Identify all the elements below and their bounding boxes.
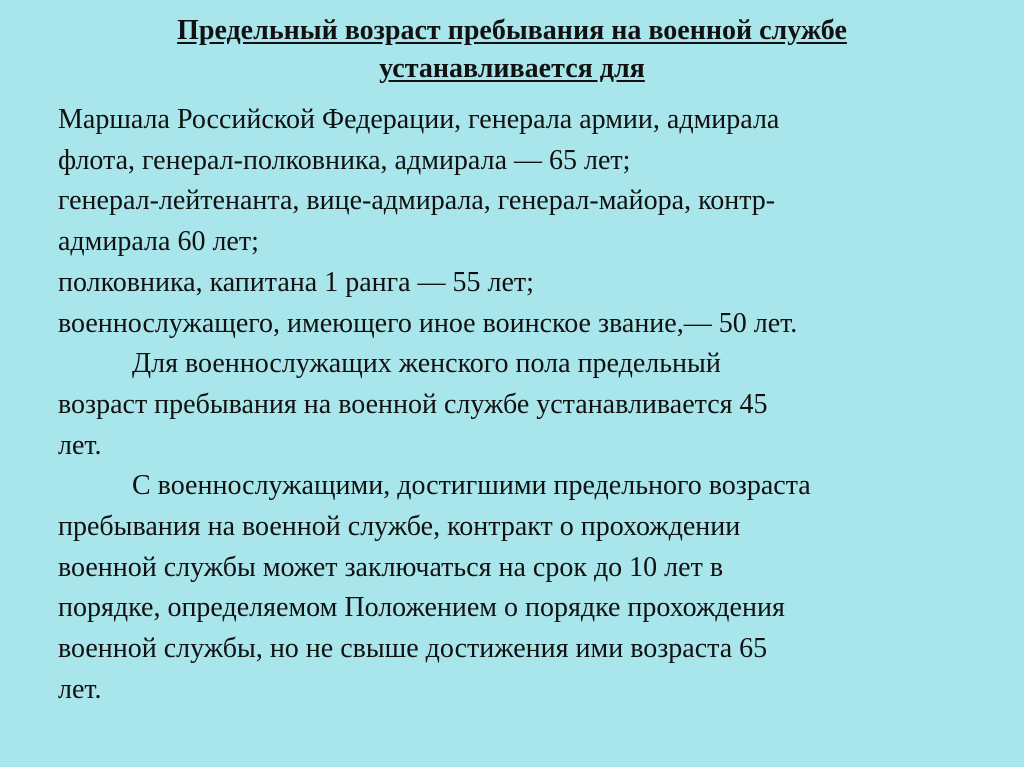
women-line: Для военнослужащих женского пола предельный bbox=[132, 348, 721, 380]
slide-title-line-1: Предельный возраст пребывания на военной службе bbox=[177, 15, 847, 46]
slide-title bbox=[80, 12, 944, 88]
contract-line: С военнослужащими, достигшими предельного возраста bbox=[132, 470, 811, 502]
ranks-line: флота, генерал-полковника, адмирала — 65 лет; bbox=[58, 144, 631, 176]
slide-body bbox=[58, 100, 978, 711]
ranks-line: адмирала 60 лет; bbox=[58, 226, 259, 258]
contract-line: лет. bbox=[58, 673, 102, 705]
contract-line: пребывания на военной службе, контракт о прохождении bbox=[58, 511, 741, 543]
women-paragraph bbox=[58, 344, 978, 466]
ranks-line: Маршала Российской Федерации, генерала армии, адмирала bbox=[58, 104, 780, 135]
contract-line: военной службы, но не свыше достижения ими возраста 65 bbox=[58, 633, 768, 665]
contract-paragraph bbox=[58, 466, 978, 710]
slide-title-line-2: устанавливается для bbox=[379, 53, 645, 84]
women-line: лет. bbox=[58, 429, 102, 461]
ranks-line: военнослужащего, имеющего иное воинское звание,— 50 лет. bbox=[58, 307, 798, 339]
ranks-line: полковника, капитана 1 ранга — 55 лет; bbox=[58, 266, 534, 298]
ranks-paragraph bbox=[58, 100, 978, 344]
women-line: возраст пребывания на военной службе устанавливается 45 bbox=[58, 388, 768, 420]
ranks-line: генерал-лейтенанта, вице-адмирала, генерал-майора, контр- bbox=[58, 185, 776, 217]
contract-line: военной службы может заключаться на срок до 10 лет в bbox=[58, 551, 724, 583]
contract-line: порядке, определяемом Положением о порядке прохождения bbox=[58, 592, 785, 624]
